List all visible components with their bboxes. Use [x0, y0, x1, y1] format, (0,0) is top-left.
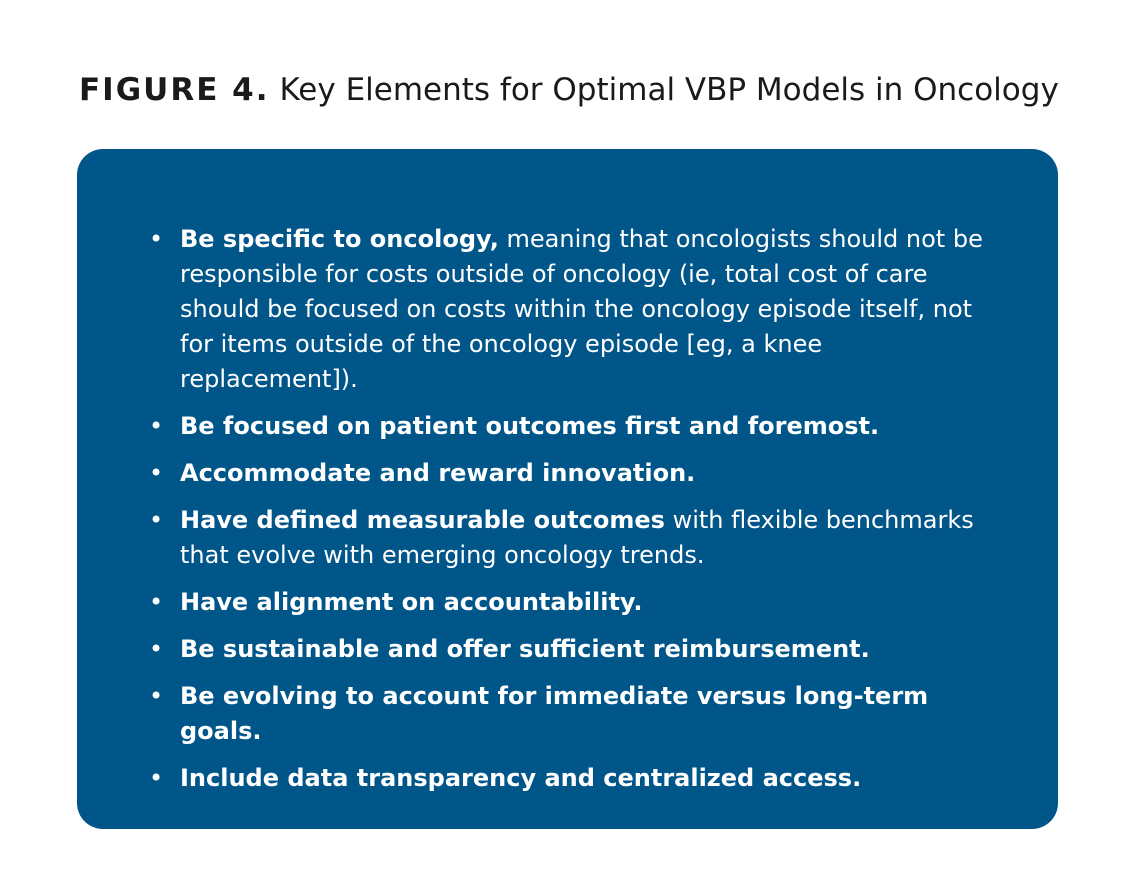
item-bold-text: Be sustainable and offer sufficient reimbursement.: [180, 635, 870, 663]
bullet-icon: •: [149, 506, 164, 534]
key-elements-list: [77, 222, 1000, 808]
item-bold-text: Accommodate and reward innovation.: [180, 459, 696, 487]
item-bold-text: Have defined measurable outcomes: [180, 506, 665, 534]
bullet-icon: •: [149, 412, 164, 440]
list-item: [77, 761, 1000, 796]
list-item: [77, 632, 1000, 667]
bullet-icon: •: [149, 635, 164, 663]
figure-title: [79, 70, 1059, 110]
list-item: [77, 409, 1000, 444]
list-item: [77, 585, 1000, 620]
bullet-icon: •: [149, 225, 164, 253]
list-item: [77, 456, 1000, 491]
figure-caption: Key Elements for Optimal VBP Models in Oncology: [279, 72, 1059, 108]
key-elements-panel: [77, 149, 1058, 829]
item-body-text: with flexible benchmarks that evolve with emerging oncology trends.: [180, 506, 974, 569]
item-bold-text: Be focused on patient outcomes first and foremost.: [180, 412, 880, 440]
figure-label: FIGURE 4.: [79, 72, 270, 108]
bullet-icon: •: [149, 588, 164, 616]
item-bold-text: Be specific to oncology,: [180, 225, 499, 253]
list-item: [77, 679, 1000, 749]
item-bold-text: Be evolving to account for immediate versus long-term goals.: [180, 682, 929, 745]
bullet-icon: •: [149, 764, 164, 792]
item-bold-text: Have alignment on accountability.: [180, 588, 643, 616]
bullet-icon: •: [149, 682, 164, 710]
list-item: [77, 222, 1000, 397]
item-bold-text: Include data transparency and centralized access.: [180, 764, 862, 792]
list-item: [77, 503, 1000, 573]
bullet-icon: •: [149, 459, 164, 487]
item-body-text: meaning that oncologists should not be responsible for costs outside of oncology (ie, total cost of care should be focused on costs within the oncology episode itself, not for items outside of the oncology episode [eg, a knee replacement]).: [180, 225, 983, 393]
